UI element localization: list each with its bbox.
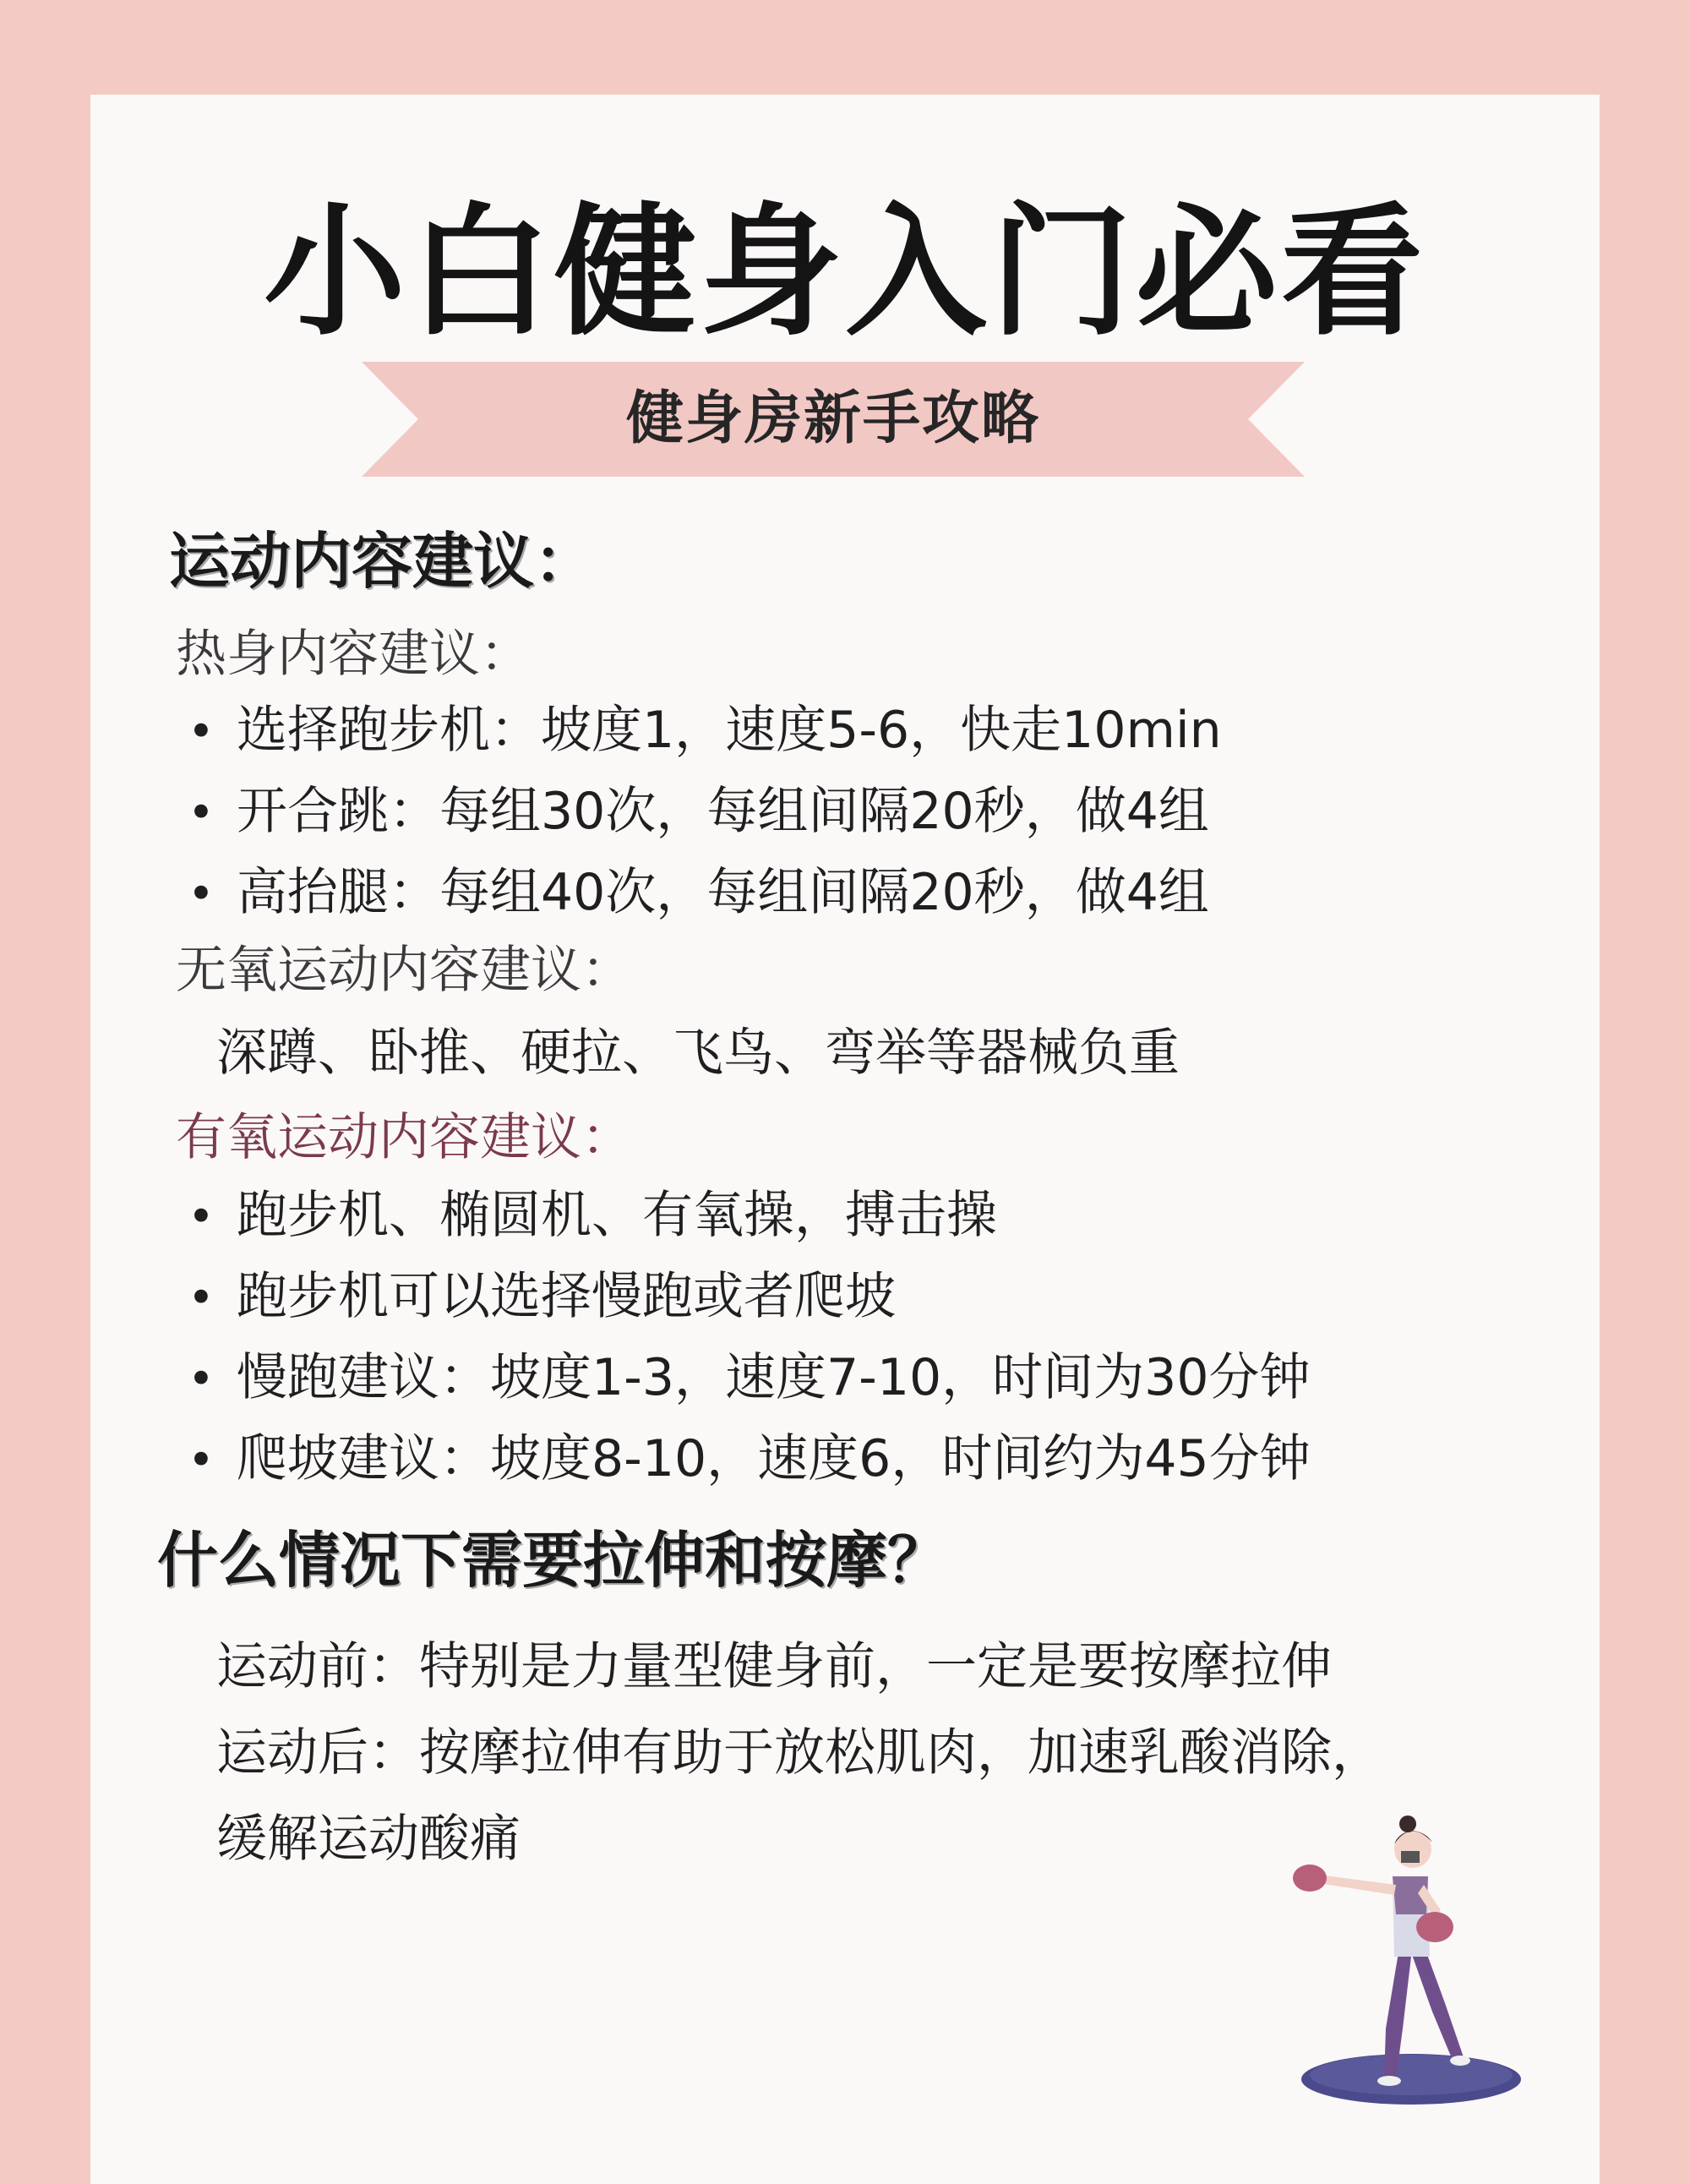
glove-left xyxy=(1293,1865,1327,1892)
aerobic-item-4: 爬坡建议：坡度8-10，速度6，时间约为45分钟 xyxy=(237,1429,1311,1488)
poster-subtitle: 健身房新手攻略 xyxy=(625,385,1040,452)
stretch-line-before: 运动前：特别是力量型健身前，一定是要按摩拉伸 xyxy=(216,1637,1332,1696)
glove-right xyxy=(1416,1912,1453,1942)
warmup-item-2: 开合跳：每组30次，每组间隔20秒，做4组 xyxy=(237,782,1209,841)
shoe-right xyxy=(1450,2056,1470,2066)
stretch-line-after-cont: 缓解运动酸痛 xyxy=(216,1810,521,1869)
bullet-dot: • xyxy=(188,1190,215,1243)
bullet-dot: • xyxy=(188,1433,215,1487)
warmup-item-3: 高抬腿：每组40次，每组间隔20秒，做4组 xyxy=(237,863,1209,922)
list-item xyxy=(188,1348,1311,1407)
list-item xyxy=(188,782,1209,841)
list-item xyxy=(188,1186,997,1245)
warmup-label: 热身内容建议： xyxy=(176,625,531,684)
bullet-dot: • xyxy=(188,1271,215,1324)
list-item xyxy=(188,701,1222,760)
warmup-item-1: 选择跑步机：坡度1，速度5-6，快走10min xyxy=(237,701,1222,760)
aerobic-item-3: 慢跑建议：坡度1-3，速度7-10，时间为30分钟 xyxy=(237,1348,1311,1407)
bullet-dot: • xyxy=(188,705,215,758)
mask xyxy=(1401,1851,1420,1863)
list-item xyxy=(188,1267,896,1326)
poster-title: 小白健身入门必看 xyxy=(264,189,1426,355)
bullet-dot: • xyxy=(188,1352,215,1406)
leg-right xyxy=(1411,1952,1464,2062)
shoe-left xyxy=(1377,2076,1401,2086)
list-item xyxy=(188,1429,1311,1488)
anaerobic-label: 无氧运动内容建议： xyxy=(176,941,632,1000)
list-item xyxy=(188,863,1209,922)
section-heading-stretch: 什么情况下需要拉伸和按摩？ xyxy=(157,1525,949,1596)
aerobic-item-1: 跑步机、椭圆机、有氧操，搏击操 xyxy=(237,1186,997,1245)
anaerobic-text: 深蹲、卧推、硬拉、飞鸟、弯举等器械负重 xyxy=(216,1024,1180,1083)
bullet-dot: • xyxy=(188,867,215,920)
arm-extended xyxy=(1318,1875,1396,1895)
aerobic-item-2: 跑步机可以选择慢跑或者爬坡 xyxy=(237,1267,896,1326)
platform-highlight xyxy=(1310,2055,1513,2095)
hair-bun xyxy=(1399,1815,1416,1832)
boxing-woman-illustration xyxy=(1284,1775,1529,2113)
stretch-line-after: 运动后：按摩拉伸有助于放松肌肉，加速乳酸消除， xyxy=(216,1723,1382,1783)
bullet-dot: • xyxy=(188,786,215,839)
aerobic-label: 有氧运动内容建议： xyxy=(176,1108,632,1167)
section-heading-exercise: 运动内容建议： xyxy=(169,526,596,597)
